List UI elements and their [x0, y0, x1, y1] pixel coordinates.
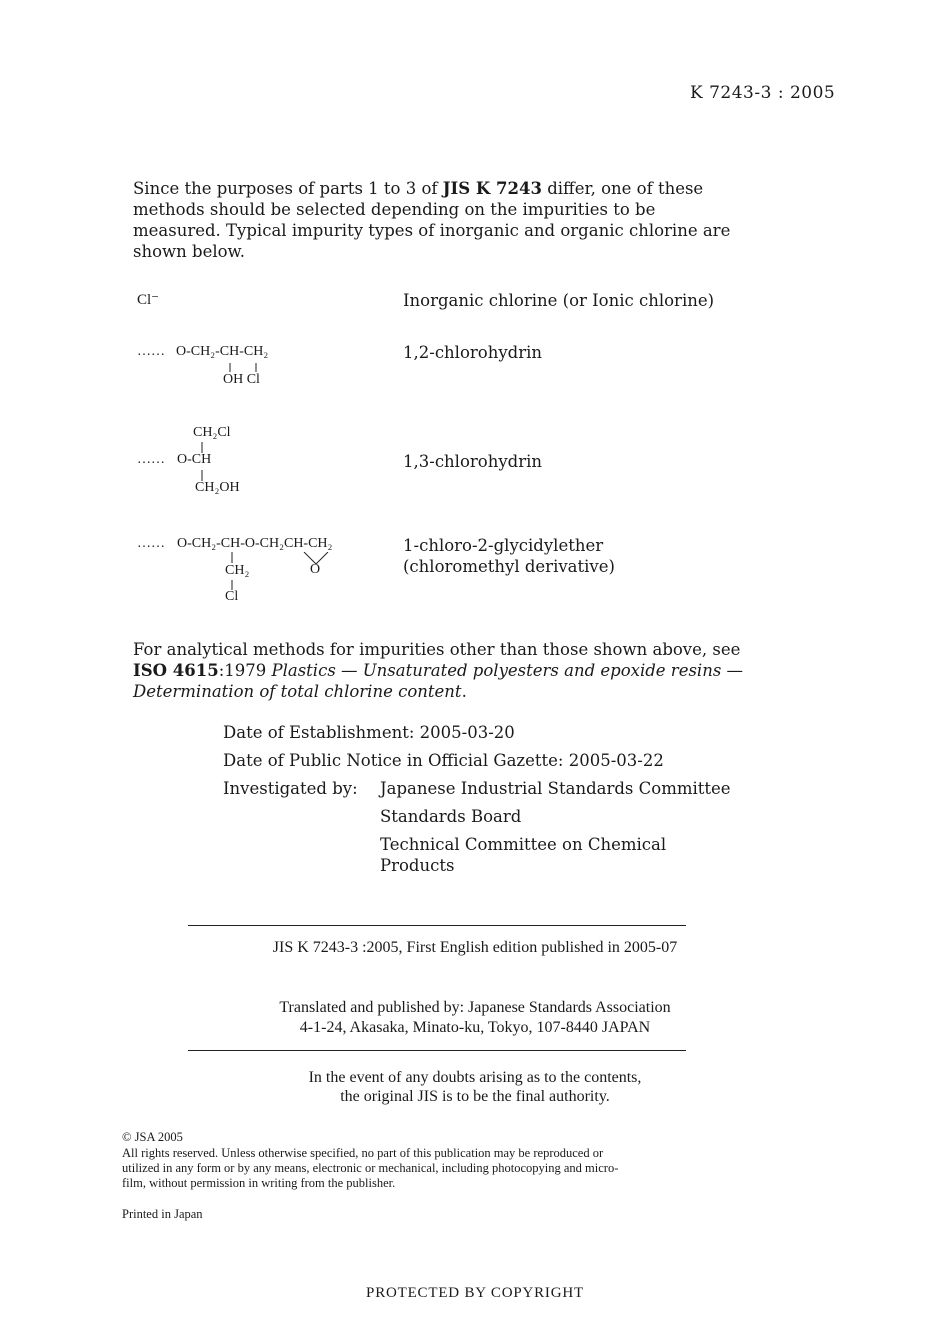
- document-code: K 7243-3 : 2005: [690, 83, 836, 103]
- copyright-watermark: PROTECTED BY COPYRIGHT: [366, 1285, 584, 1301]
- intro-standard-ref: JIS K 7243: [442, 179, 542, 198]
- investigated-line-1: Japanese Industrial Standards Committee: [380, 779, 731, 798]
- impurity-label-12-chlorohydrin: 1,2-chlorohydrin: [403, 343, 543, 362]
- reference-title: Plastics — Unsaturated polyesters and epoxide resins — Determination of total chlorine content: [133, 661, 744, 701]
- printed-in: Printed in Japan: [122, 1207, 203, 1221]
- reference-paragraph: [133, 639, 753, 702]
- date-public-notice: Date of Public Notice in Official Gazette: 2005-03-22: [223, 751, 664, 770]
- formula-dots-3: ……: [137, 536, 165, 551]
- formula-dots-2: ……: [137, 452, 165, 467]
- formula-13-mid: O-CH: [177, 452, 212, 467]
- reference-iso: ISO 4615: [133, 661, 219, 680]
- impurity-label-glycidylether: 1-chloro-2-glycidylether: [403, 536, 604, 555]
- investigated-line-2: Standards Board: [380, 807, 522, 826]
- publisher-line-1: Translated and published by: Japanese Standards Association: [279, 999, 671, 1016]
- impurity-label-13-chlorohydrin: 1,3-chlorohydrin: [403, 452, 543, 471]
- impurity-label-glycidylether-sub: (chloromethyl derivative): [403, 557, 615, 576]
- formula-dots: ……: [137, 344, 165, 359]
- authority-line-1: In the event of any doubts arising as to the contents,: [308, 1069, 642, 1086]
- copyright-notice: © JSA 2005: [122, 1130, 183, 1144]
- edition-line: JIS K 7243-3 :2005, First English edition published in 2005-07: [272, 939, 678, 956]
- investigated-line-4: Products: [380, 856, 455, 875]
- formula-glycidyl-o: O: [310, 562, 321, 577]
- investigated-line-3: Technical Committee on Chemical: [380, 835, 667, 854]
- investigated-label: Investigated by:: [223, 779, 358, 798]
- divider-top: [188, 925, 686, 926]
- formula-12-main: O-CH₂-CH-CH₂: [176, 344, 269, 359]
- intro-text-post: differ, one of these methods should be selected depending on the impurities to be measured. Typical impurity types of inorganic and organic chlorine are shown below.: [133, 179, 731, 261]
- formula-glycidyl-main: O-CH₂-CH-O-CH₂CH-CH₂: [177, 536, 333, 551]
- rights-line-3: film, without permission in writing from the publisher.: [122, 1176, 396, 1190]
- formula-glycidyl-ch2: CH₂: [225, 563, 250, 578]
- impurity-label-inorganic: Inorganic chlorine (or Ionic chlorine): [403, 291, 715, 310]
- formula-12-sub: OH Cl: [223, 372, 260, 387]
- intro-paragraph: [133, 178, 745, 262]
- intro-text-pre: Since the purposes of parts 1 to 3 of: [133, 179, 443, 198]
- rights-line-2: utilized in any form or by any means, electronic or mechanical, including photocopying and micro-: [122, 1161, 619, 1175]
- authority-line-2: the original JIS is to be the final authority.: [340, 1088, 610, 1105]
- reference-end: .: [461, 682, 467, 701]
- formula-inorganic-chlorine: Cl⁻: [137, 292, 160, 308]
- divider-bottom: [188, 1050, 686, 1051]
- date-establishment: Date of Establishment: 2005-03-20: [223, 723, 515, 742]
- formula-glycidyl-cl: Cl: [225, 589, 239, 604]
- reference-text: For analytical methods for impurities other than those shown above, see: [133, 640, 741, 659]
- reference-year: :1979: [218, 661, 272, 680]
- rights-line-1: All rights reserved. Unless otherwise specified, no part of this publication may be reproduced or: [122, 1146, 604, 1160]
- formula-13-bottom: CH₂OH: [195, 480, 240, 495]
- publisher-line-2: 4-1-24, Akasaka, Minato-ku, Tokyo, 107-8440 JAPAN: [299, 1019, 651, 1036]
- formula-13-top: CH₂Cl: [193, 425, 231, 440]
